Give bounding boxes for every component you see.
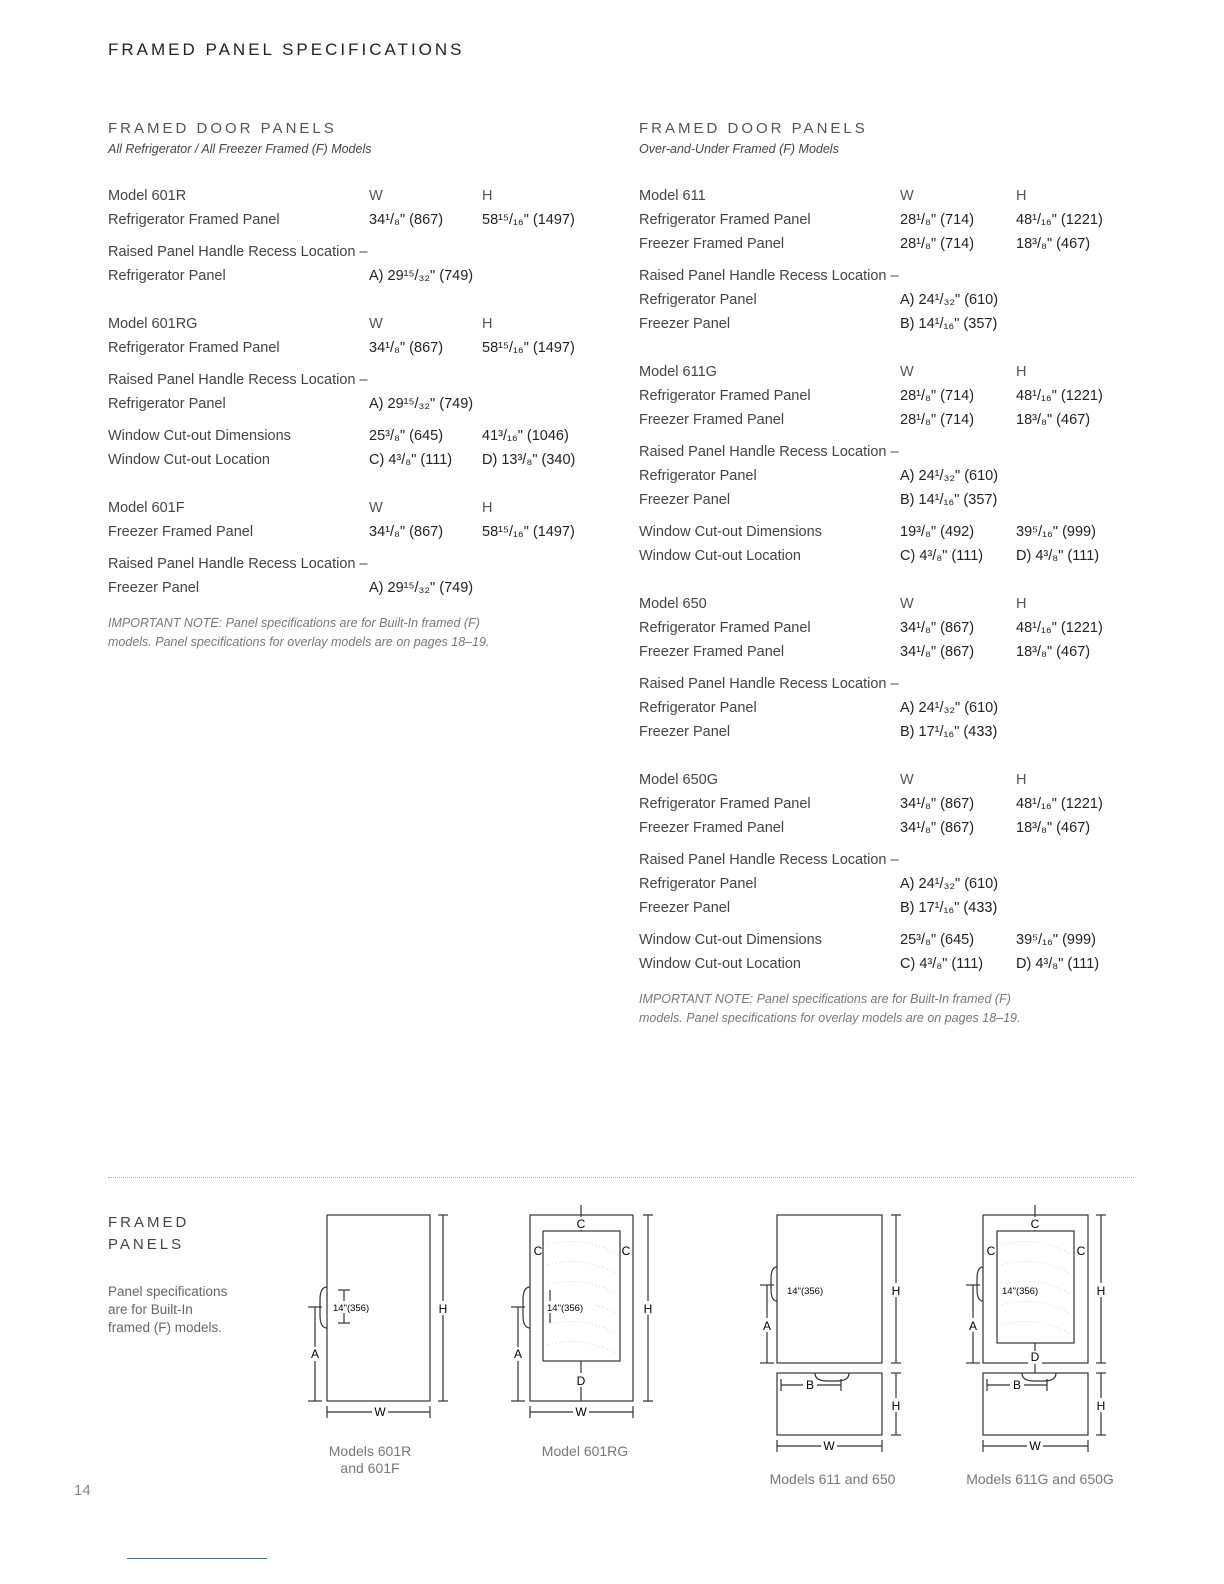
spec-width-value: A) 29¹⁵/₃₂" (749): [369, 268, 474, 284]
spec-width-value: [900, 440, 1016, 464]
spec-row: [639, 872, 1139, 896]
spec-row: [108, 392, 608, 416]
spec-height-value: H: [1016, 772, 1027, 788]
h-freezer-label: H: [891, 1399, 901, 1413]
spec-height-value: 18³/₈" (467): [1016, 820, 1091, 836]
spec-width-value: [369, 368, 482, 392]
right-important-note: [639, 990, 1139, 1028]
spec-row: [639, 232, 1139, 256]
spec-height-value: 58¹⁵/₁₆" (1497): [482, 212, 575, 228]
a-label: A: [968, 1319, 978, 1333]
spec-width-value: [369, 552, 482, 576]
spec-width-value: C) 4³/₈" (111): [900, 548, 984, 564]
spec-height-value: H: [482, 188, 493, 204]
spec-row: [639, 312, 1139, 336]
spec-width-value: 25³/₈" (645): [900, 932, 975, 948]
window-cutout: [543, 1231, 620, 1361]
spec-row: [639, 792, 1139, 816]
spec-row: [639, 896, 1139, 920]
spec-label: Freezer Panel: [639, 900, 731, 916]
h-freezer-label: H: [1096, 1399, 1106, 1413]
handle-recess: [977, 1267, 983, 1301]
spec-width-value: 34¹/₈" (867): [369, 340, 444, 356]
c-right-label: C: [1076, 1244, 1086, 1258]
spec-width-value: W: [369, 316, 383, 332]
spec-label: Window Cut-out Dimensions: [639, 524, 822, 540]
spec-width-value: B) 14¹/₁₆" (357): [900, 316, 998, 332]
spec-width-value: 19³/₈" (492): [900, 524, 975, 540]
spec-row: [108, 576, 608, 600]
model-header-row: [639, 360, 1139, 384]
spec-label: Freezer Panel: [639, 724, 731, 740]
spec-label: Window Cut-out Dimensions: [639, 932, 822, 948]
spec-height-value: H: [1016, 364, 1027, 380]
c-left-label: C: [533, 1244, 543, 1258]
spec-width-value: B) 17¹/₁₆" (433): [900, 724, 998, 740]
spec-label: Freezer Framed Panel: [639, 820, 785, 836]
spec-width-value: [900, 848, 1016, 872]
framed-panels-title-line2: PANELS: [108, 1236, 185, 1253]
spec-width-value: 34¹/₈" (867): [900, 644, 975, 660]
spec-width-value: C) 4³/₈" (111): [369, 452, 453, 468]
spec-width-value: 34¹/₈" (867): [369, 212, 444, 228]
diagram-611: [755, 1205, 915, 1460]
spec-label: Raised Panel Handle Recess Location –: [108, 244, 368, 260]
spec-width-value: A) 24¹/₃₂" (610): [900, 876, 999, 892]
spec-row: [639, 544, 1139, 568]
model-header-row: [639, 184, 1139, 208]
recess-label: 14"(356): [1002, 1286, 1039, 1297]
spec-row: [108, 520, 608, 544]
left-spec-column: [108, 120, 608, 652]
framed-panels-note-line1: Panel specifications: [108, 1284, 228, 1299]
spec-label: Refrigerator Framed Panel: [108, 340, 280, 356]
spec-height-value: 48¹/₁₆" (1221): [1016, 212, 1103, 228]
spec-height-value: 39⁵/₁₆" (999): [1016, 932, 1096, 948]
row-spacer: [639, 256, 1139, 264]
page-number: 14: [74, 1482, 91, 1499]
spec-label: Refrigerator Framed Panel: [639, 796, 811, 812]
spec-label: Freezer Framed Panel: [108, 524, 254, 540]
spec-width-value: 34¹/₈" (867): [900, 820, 975, 836]
block-spacer: [639, 336, 1139, 360]
spec-label: Refrigerator Panel: [639, 468, 757, 484]
spec-height-value: 58¹⁵/₁₆" (1497): [482, 340, 575, 356]
spec-row: [108, 336, 608, 360]
spec-height-value: D) 13³/₈" (340): [482, 452, 576, 468]
row-spacer: [108, 416, 608, 424]
spec-row: [639, 288, 1139, 312]
spec-label: Raised Panel Handle Recess Location –: [108, 372, 368, 388]
spec-row: [639, 440, 1139, 464]
spec-width-value: 34¹/₈" (867): [900, 620, 975, 636]
model-header-row: [108, 312, 608, 336]
spec-width-value: 25³/₈" (645): [369, 428, 444, 444]
spec-height-value: 48¹/₁₆" (1221): [1016, 620, 1103, 636]
caption-601r: [300, 1443, 440, 1477]
spec-label: Model 601R: [108, 188, 187, 204]
spec-label: Raised Panel Handle Recess Location –: [108, 556, 368, 572]
caption-601r-line2: and 601F: [340, 1460, 400, 1476]
right-section-subtitle: Over-and-Under Framed (F) Models: [639, 142, 839, 156]
spec-label: Refrigerator Panel: [639, 876, 757, 892]
spec-width-value: W: [900, 596, 914, 612]
d-label: D: [576, 1374, 586, 1388]
d-label: D: [1030, 1350, 1040, 1364]
spec-width-value: A) 24¹/₃₂" (610): [900, 468, 999, 484]
spec-width-value: B) 17¹/₁₆" (433): [900, 900, 998, 916]
right-section-title: FRAMED DOOR PANELS: [639, 120, 868, 137]
caption-611g: Models 611G and 650G: [966, 1471, 1114, 1487]
framed-panels-title: [108, 1212, 189, 1256]
spec-label: Freezer Panel: [639, 316, 731, 332]
spec-label: Window Cut-out Location: [108, 452, 270, 468]
spec-label: Refrigerator Framed Panel: [639, 620, 811, 636]
spec-label: Refrigerator Framed Panel: [108, 212, 280, 228]
row-spacer: [108, 544, 608, 552]
spec-label: Model 601RG: [108, 316, 198, 332]
spec-row: [639, 640, 1139, 664]
spec-row: [639, 408, 1139, 432]
spec-width-value: 34¹/₈" (867): [900, 796, 975, 812]
spec-row: [639, 208, 1139, 232]
spec-width-value: [900, 264, 1016, 288]
spec-row: [639, 384, 1139, 408]
spec-height-value: 41³/₁₆" (1046): [482, 428, 569, 444]
framed-panels-note-line2: are for Built-In: [108, 1302, 193, 1317]
spec-label: Refrigerator Panel: [108, 268, 226, 284]
page-title: FRAMED PANEL SPECIFICATIONS: [108, 40, 465, 59]
row-spacer: [639, 512, 1139, 520]
right-spec-column: [639, 120, 1139, 1028]
spec-row: [108, 240, 608, 264]
row-spacer: [639, 920, 1139, 928]
spec-label: Freezer Framed Panel: [639, 236, 785, 252]
spec-row: [108, 208, 608, 232]
block-spacer: [639, 568, 1139, 592]
spec-width-value: W: [900, 364, 914, 380]
spec-label: Refrigerator Panel: [639, 292, 757, 308]
spec-label: Freezer Panel: [108, 580, 200, 596]
spec-row: [639, 464, 1139, 488]
spec-height-value: H: [482, 316, 493, 332]
spec-row: [108, 424, 608, 448]
right-note-line1: IMPORTANT NOTE: Panel specifications are for Built-In framed (F): [639, 992, 1011, 1006]
spec-width-value: 34¹/₈" (867): [369, 524, 444, 540]
block-spacer: [108, 472, 608, 496]
spec-row: [639, 520, 1139, 544]
spec-width-value: A) 29¹⁵/₃₂" (749): [369, 396, 474, 412]
diagram-601rg: [500, 1205, 670, 1425]
block-spacer: [639, 744, 1139, 768]
spec-row: [639, 952, 1139, 976]
row-spacer: [108, 232, 608, 240]
model-header-row: [108, 184, 608, 208]
spec-width-value: C) 4³/₈" (111): [900, 956, 984, 972]
left-spec-rows: [108, 184, 608, 600]
spec-label: Model 650: [639, 596, 707, 612]
spec-label: Freezer Framed Panel: [639, 644, 785, 660]
c-top-label: C: [1030, 1217, 1040, 1231]
model-header-row: [108, 496, 608, 520]
w-label: W: [374, 1405, 386, 1419]
row-spacer: [639, 840, 1139, 848]
spec-row: [639, 816, 1139, 840]
spec-label: Model 611G: [639, 364, 717, 380]
spec-width-value: W: [900, 772, 914, 788]
spec-width-value: W: [369, 500, 383, 516]
spec-row: [639, 616, 1139, 640]
spec-height-value: 48¹/₁₆" (1221): [1016, 796, 1103, 812]
spec-label: Refrigerator Panel: [639, 700, 757, 716]
h-label: H: [643, 1302, 653, 1316]
b-label: B: [805, 1378, 815, 1392]
row-spacer: [639, 432, 1139, 440]
spec-width-value: 28¹/₈" (714): [900, 412, 975, 428]
spec-label: Raised Panel Handle Recess Location –: [639, 676, 899, 692]
caption-601rg: Model 601RG: [541, 1443, 629, 1459]
spec-width-value: A) 24¹/₃₂" (610): [900, 292, 999, 308]
spec-label: Refrigerator Panel: [108, 396, 226, 412]
bottom-rule: [127, 1558, 267, 1559]
recess-label: 14"(356): [787, 1286, 824, 1297]
left-section-subtitle: All Refrigerator / All Freezer Framed (F) Models: [108, 142, 372, 156]
a-label: A: [762, 1319, 772, 1333]
spec-width-value: A) 24¹/₃₂" (610): [900, 700, 999, 716]
spec-height-value: 48¹/₁₆" (1221): [1016, 388, 1103, 404]
model-header-row: [639, 768, 1139, 792]
recess-label: 14"(356): [547, 1303, 584, 1314]
spec-row: [639, 672, 1139, 696]
spec-height-value: D) 4³/₈" (111): [1016, 956, 1100, 972]
left-note-line1: IMPORTANT NOTE: Panel specifications are for Built-In framed (F): [108, 616, 480, 630]
spec-height-value: H: [482, 500, 493, 516]
handle-recess: [771, 1267, 777, 1301]
w-label: W: [1029, 1439, 1041, 1453]
spec-label: Raised Panel Handle Recess Location –: [639, 268, 899, 284]
w-label: W: [823, 1439, 835, 1453]
spec-height-value: H: [1016, 596, 1027, 612]
spec-label: Raised Panel Handle Recess Location –: [639, 444, 899, 460]
spec-width-value: W: [369, 188, 383, 204]
spec-width-value: 28¹/₈" (714): [900, 212, 975, 228]
spec-width-value: 28¹/₈" (714): [900, 236, 975, 252]
model-header-row: [639, 592, 1139, 616]
freezer-panel-outline: [983, 1373, 1088, 1435]
c-top-label: C: [576, 1217, 586, 1231]
spec-label: Model 650G: [639, 772, 718, 788]
spec-row: [108, 448, 608, 472]
h-label: H: [438, 1302, 448, 1316]
a-label: A: [513, 1347, 523, 1361]
h-refrigerator-label: H: [891, 1284, 901, 1298]
row-spacer: [108, 360, 608, 368]
block-spacer: [108, 288, 608, 312]
spec-label: Window Cut-out Location: [639, 548, 801, 564]
spec-row: [108, 368, 608, 392]
freezer-panel-outline: [777, 1373, 882, 1435]
spec-row: [108, 552, 608, 576]
spec-row: [108, 264, 608, 288]
section-divider: [108, 1177, 1134, 1178]
spec-label: Freezer Framed Panel: [639, 412, 785, 428]
spec-height-value: 18³/₈" (467): [1016, 236, 1091, 252]
spec-height-value: D) 4³/₈" (111): [1016, 548, 1100, 564]
spec-height-value: 18³/₈" (467): [1016, 644, 1091, 660]
spec-label: Refrigerator Framed Panel: [639, 388, 811, 404]
left-important-note: [108, 614, 608, 652]
spec-width-value: [369, 240, 482, 264]
right-note-line2: models. Panel specifications for overlay models are on pages 18–19.: [639, 1011, 1021, 1025]
spec-height-value: 18³/₈" (467): [1016, 412, 1091, 428]
c-right-label: C: [621, 1244, 631, 1258]
spec-height-value: H: [1016, 188, 1027, 204]
spec-height-value: 58¹⁵/₁₆" (1497): [482, 524, 575, 540]
spec-label: Window Cut-out Location: [639, 956, 801, 972]
spec-row: [639, 696, 1139, 720]
caption-601r-line1: Models 601R: [328, 1443, 412, 1459]
a-label: A: [310, 1347, 320, 1361]
spec-width-value: [900, 672, 1016, 696]
diagram-601r: [300, 1205, 470, 1425]
spec-label: Raised Panel Handle Recess Location –: [639, 852, 899, 868]
row-spacer: [639, 664, 1139, 672]
spec-row: [639, 848, 1139, 872]
spec-row: [639, 928, 1139, 952]
h-refrigerator-label: H: [1096, 1284, 1106, 1298]
spec-width-value: W: [900, 188, 914, 204]
spec-row: [639, 720, 1139, 744]
spec-width-value: A) 29¹⁵/₃₂" (749): [369, 580, 474, 596]
diagram-611g: [960, 1205, 1120, 1460]
spec-label: Freezer Panel: [639, 492, 731, 508]
spec-row: [639, 264, 1139, 288]
caption-611: Models 611 and 650: [769, 1471, 896, 1487]
spec-height-value: 39⁵/₁₆" (999): [1016, 524, 1096, 540]
spec-label: Model 601F: [108, 500, 185, 516]
spec-width-value: 28¹/₈" (714): [900, 388, 975, 404]
framed-panels-title-line1: FRAMED: [108, 1214, 190, 1231]
left-section-title: FRAMED DOOR PANELS: [108, 120, 337, 137]
spec-label: Refrigerator Framed Panel: [639, 212, 811, 228]
framed-panels-note-line3: framed (F) models.: [108, 1320, 223, 1335]
spec-width-value: B) 14¹/₁₆" (357): [900, 492, 998, 508]
b-label: B: [1012, 1378, 1022, 1392]
spec-label: Window Cut-out Dimensions: [108, 428, 291, 444]
w-label: W: [575, 1405, 587, 1419]
spec-label: Model 611: [639, 188, 706, 204]
right-spec-rows: [639, 184, 1139, 976]
left-note-line2: models. Panel specifications for overlay models are on pages 18–19.: [108, 635, 490, 649]
recess-label: 14"(356): [333, 1303, 370, 1314]
c-left-label: C: [986, 1244, 996, 1258]
framed-panels-note: [108, 1283, 278, 1337]
spec-row: [639, 488, 1139, 512]
